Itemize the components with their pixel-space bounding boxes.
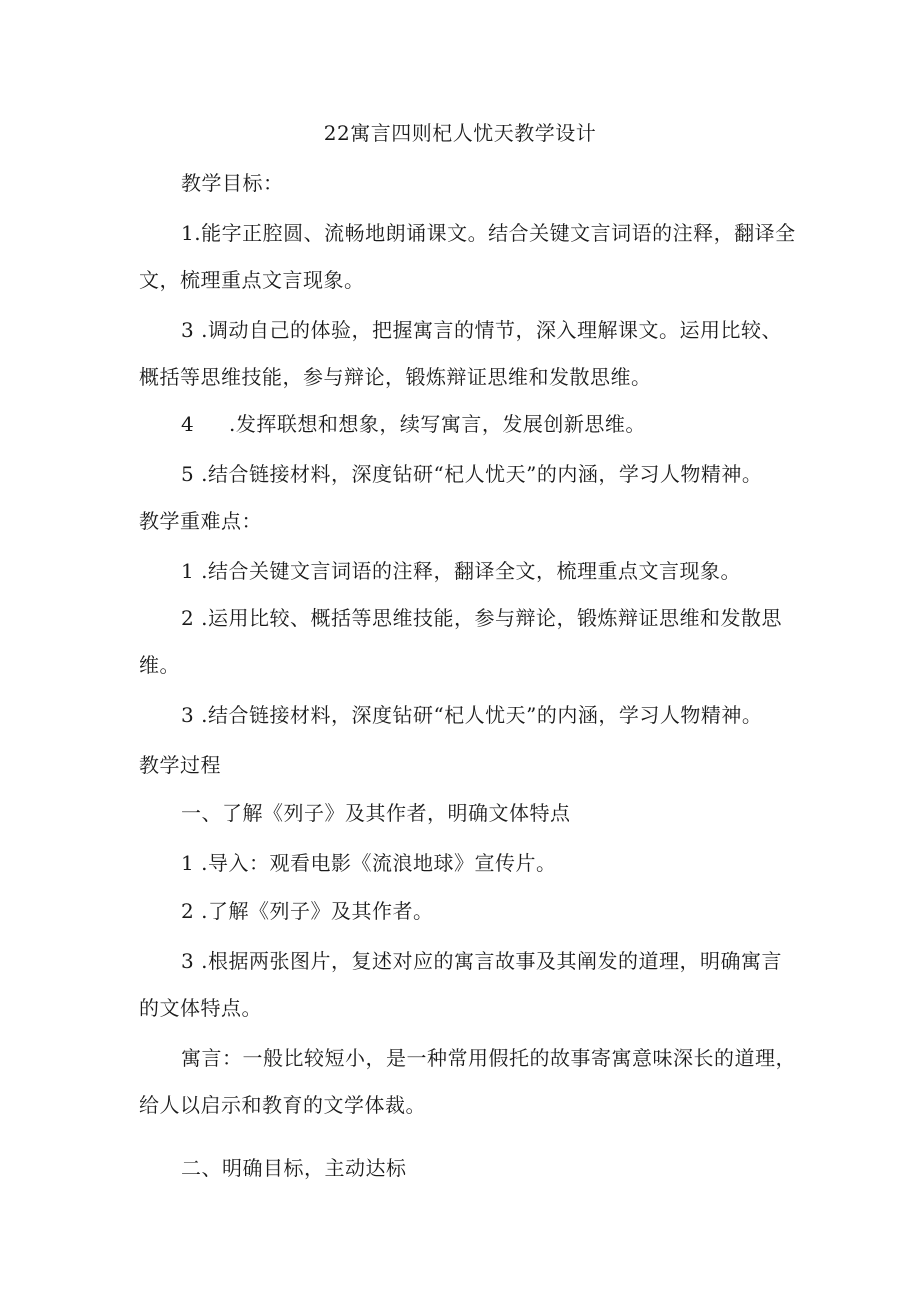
fable-definition-line-2: 给人以启示和教育的文学体裁。 <box>139 1093 426 1117</box>
step-2: 2 .了解《列子》及其作者。 <box>181 899 434 923</box>
section-2-heading: 二、明确目标，主动达标 <box>181 1156 407 1180</box>
objectives-heading: 教学目标： <box>181 171 284 195</box>
objective-3-line-2: 概括等思维技能，参与辩论，锻炼辩证思维和发散思维。 <box>139 365 652 389</box>
objective-1-line-2: 文，梳理重点文言现象。 <box>139 268 365 292</box>
step-3-line-2: 的文体特点。 <box>139 996 262 1020</box>
step-3-line-1: 3 .根据两张图片，复述对应的寓言故事及其阐发的道理，明确寓言 <box>181 949 782 973</box>
objective-5: 5 .结合链接材料，深度钻研“杞人忧天”的内涵，学习人物精神。 <box>181 462 763 486</box>
document-title: 22寓言四则杞人忧天教学设计 <box>323 121 597 145</box>
objective-4-number: 4 <box>181 412 195 436</box>
section-1-heading: 一、了解《列子》及其作者，明确文体特点 <box>181 801 571 825</box>
key-point-1: 1 .结合关键文言词语的注释，翻译全文，梳理重点文言现象。 <box>181 559 741 583</box>
process-heading: 教学过程 <box>139 753 221 777</box>
key-point-2-line-2: 维。 <box>139 653 180 677</box>
key-point-3: 3 .结合链接材料，深度钻研“杞人忧天”的内涵，学习人物精神。 <box>181 703 763 727</box>
objective-1-line-1: 1.能字正腔圆、流畅地朗诵课文。结合关键文言词语的注释，翻译全 <box>181 221 796 245</box>
key-point-2-line-1: 2 .运用比较、概括等思维技能，参与辩论，锻炼辩证思维和发散思 <box>181 606 782 630</box>
objective-4-text: .发挥联想和想象，续写寓言，发展创新思维。 <box>229 412 646 436</box>
fable-definition-line-1: 寓言：一般比较短小，是一种常用假托的故事寄寓意味深长的道理， <box>181 1046 796 1070</box>
key-points-heading: 教学重难点： <box>139 509 262 533</box>
objective-3-line-1: 3 .调动自己的体验，把握寓言的情节，深入理解课文。运用比较、 <box>181 318 782 342</box>
objective-4 <box>181 411 646 437</box>
step-1: 1 .导入：观看电影《流浪地球》宣传片。 <box>181 851 557 875</box>
